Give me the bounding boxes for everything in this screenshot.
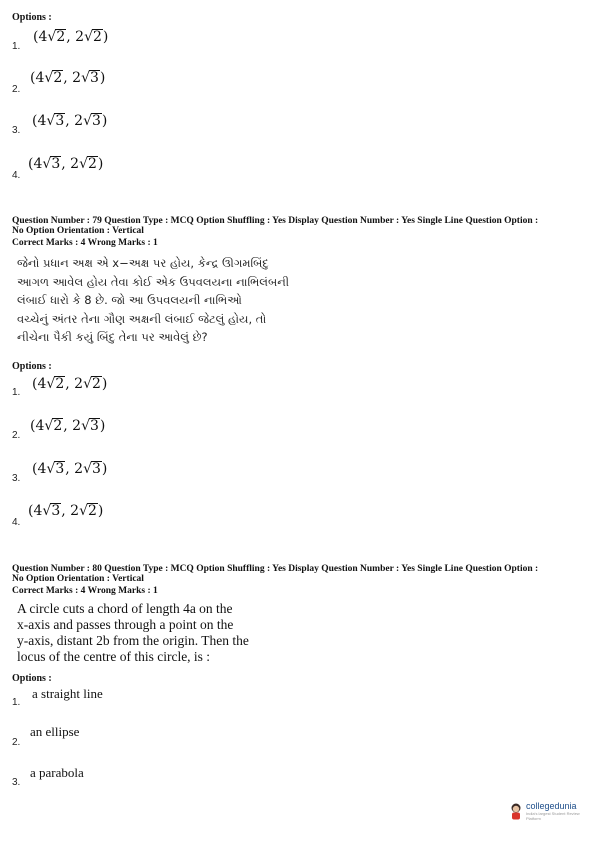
question-79-marks: Correct Marks : 4 Wrong Marks : 1 xyxy=(12,238,158,248)
logo-tagline: India's largest Student Review Platform xyxy=(526,811,580,821)
option-number: 4. xyxy=(12,170,21,181)
option-number: 2. xyxy=(12,84,21,95)
option-number: 4. xyxy=(12,517,21,528)
option-number: 1. xyxy=(12,41,21,52)
option-4[interactable]: (4√3, 2√2) xyxy=(28,503,104,519)
options-heading: Options : xyxy=(12,673,52,684)
question-79-header: Question Number : 79 Question Type : MCQ Option Shuffling : Yes Display Question Number : Yes Single Line Question Option : No Option Orientation : Vertical xyxy=(12,216,539,236)
option-3[interactable]: a parabola xyxy=(30,765,84,780)
logo-name: collegedunia xyxy=(526,801,577,811)
option-3[interactable]: (4√3, 2√3) xyxy=(32,113,108,129)
collegedunia-logo xyxy=(508,800,595,822)
option-number: 2. xyxy=(12,737,21,748)
options-heading: Options : xyxy=(12,361,52,372)
mascot-icon xyxy=(508,802,524,820)
option-number: 1. xyxy=(12,697,21,708)
options-heading: Options : xyxy=(12,12,52,23)
option-number: 2. xyxy=(12,430,21,441)
option-3[interactable]: (4√3, 2√3) xyxy=(32,461,108,477)
option-2[interactable]: (4√2, 2√3) xyxy=(30,418,106,434)
option-2[interactable]: an ellipse xyxy=(30,724,80,739)
option-number: 1. xyxy=(12,387,21,398)
option-1[interactable]: (4√2, 2√2) xyxy=(32,376,108,392)
option-1[interactable]: a straight line xyxy=(32,686,103,701)
question-80-marks: Correct Marks : 4 Wrong Marks : 1 xyxy=(12,586,158,596)
option-4[interactable]: (4√3, 2√2) xyxy=(28,156,104,172)
option-number: 3. xyxy=(12,473,21,484)
question-79-text: જેનો પ્રધાન અક્ષ એ x−અક્ષ પર હોય, કેન્દ્ર ઊગમબિંદુ આગળ આવેલ હોય તેવા કોઈ એક ઉપવલયના નાભિલંબની લંબાઈ ધારો કે 8 છે. જો આ ઉપવલયની નાભિઓ વચ્ચેનું અંતર તેના ગૌણ અક્ષની લંબાઈ જેટલું હોય, તો નીચેના પૈકી કયું બિંદુ તેના પર આવેલું છે? xyxy=(17,256,290,344)
option-2[interactable]: (4√2, 2√3) xyxy=(30,70,106,86)
question-80-header: Question Number : 80 Question Type : MCQ Option Shuffling : Yes Display Question Number : Yes Single Line Question Option : No Option Orientation : Vertical xyxy=(12,564,539,584)
option-number: 3. xyxy=(12,125,21,136)
option-1[interactable]: (4√2, 2√2) xyxy=(33,29,109,45)
question-80-text: A circle cuts a chord of length 4a on the x-axis and passes through a point on the y-axis, distant 2b from the origin. Then the locus of the centre of this circle, is : xyxy=(17,601,249,664)
option-number: 3. xyxy=(12,777,21,788)
